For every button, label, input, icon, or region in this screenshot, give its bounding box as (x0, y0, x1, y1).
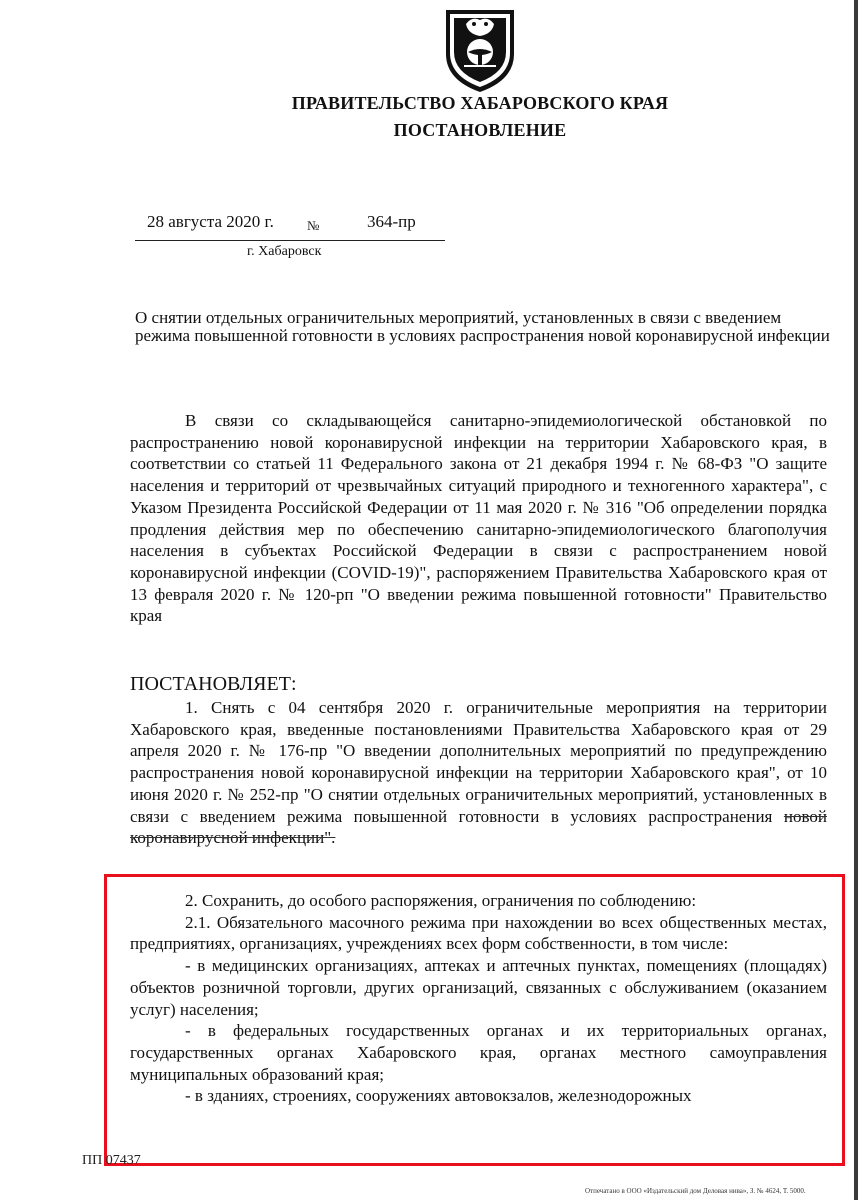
preamble-paragraph: В связи со складывающейся санитарно-эпидемиологической обстановкой по распространению новой коронавирусной инфекции на территории Хабаровского края, в соответствии со статьей 11 Федерального закона от 21 декабря 1994 г. № 68-ФЗ "О защите населения и территорий от чрезвычайных ситуаций природного и техногенного характера", с Указом Президента Российской Федерации от 11 мая 2020 г. № 316 "Об определении порядка продления действия мер по обеспечению санитарно-эпидемиологического благополучия населения в субъектах Российской Федерации в связи с распространением новой коронавирусной инфекции (COVID-19)", распоряжением Правительства Хабаровского края от 13 февраля 2020 г. № 120-рп "О введении режима повышенной готовности" Правительство края (130, 411, 827, 626)
government-heading: ПРАВИТЕЛЬСТВО ХАБАРОВСКОГО КРАЯ (291, 93, 669, 113)
date-number-line (135, 212, 445, 241)
coat-of-arms-icon (442, 6, 518, 94)
document-number: 364-пр (367, 212, 416, 231)
highlight-annotation-box (104, 874, 845, 1166)
item-1-text: 1. Снять с 04 сентября 2020 г. ограничительные мероприятия на территории Хабаровского края, введенные постановлениями Правительства Хабаровского края от 29 апреля 2020 г. № 176-пр "О введении дополнительных мероприятий по предупреждению распространения новой коронавирусной инфекции на территории Хабаровского края", от 10 июня 2020 г. № 252-пр "О снятии отдельных ограничительных мероприятий, установленных в связи с введением режима повышенной готовности в условиях распространения (130, 698, 827, 826)
preamble-block (130, 410, 827, 627)
item-2-1-paragraph: 2.1. Обязательного масочного режима при нахождении во всех общественных местах, предприятиях, организациях, учреждениях всех форм собственности, в том числе: (130, 912, 827, 954)
document-title: О снятии отдельных ограничительных мероприятий, установленных в связи с введением режима повышенной готовности в условиях распространения новой коронавирусной инфекции (135, 308, 830, 345)
bullet-medical: - в медицинских организациях, аптеках и аптечных пунктах, помещениях (площадях) объектов розничной торговли, других организаций, связанных с обслуживанием (оказанием услуг) населения; (130, 956, 827, 1019)
decree-word: ПОСТАНОВЛЯЕТ: (130, 673, 297, 695)
printer-note: Отпечатано в ООО «Издательский дом Деловая нива», З. № 4624, Т. 5000. (585, 1187, 806, 1195)
bullet-stations: - в зданиях, строениях, сооружениях автовокзалов, железнодорожных (185, 1086, 692, 1106)
item-1-paragraph (130, 697, 827, 849)
item-1-block (130, 697, 827, 849)
number-sign: № (307, 218, 320, 233)
document-date: 28 августа 2020 г. (147, 212, 274, 231)
city-label: г. Хабаровск (247, 244, 322, 259)
item-2-paragraph: 2. Сохранить, до особого распоряжения, ограничения по соблюдению: (185, 891, 697, 910)
document-type-heading: ПОСТАНОВЛЕНИЕ (393, 120, 567, 140)
item-1-struck-text: новой коронавирусной инфекции". (130, 806, 827, 848)
footer-code: ПП 07437 (82, 1153, 141, 1168)
bullet-government-bodies: - в федеральных государственных органах и их территориальных органах, государственных органах Хабаровского края, органах местного самоуправления муниципальных образований края; (130, 1021, 827, 1084)
